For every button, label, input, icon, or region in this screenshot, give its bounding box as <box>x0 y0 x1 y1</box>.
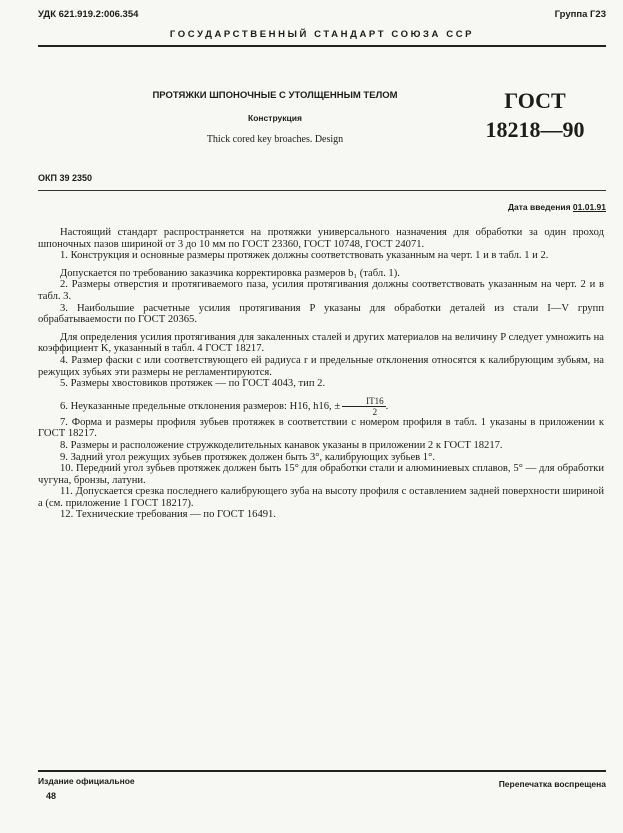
state-standard-heading: ГОСУДАРСТВЕННЫЙ СТАНДАРТ СОЮЗА ССР <box>169 29 475 40</box>
paragraph-10: 10. Передний угол зубьев протяжек должен быть 15° для обработки стали и алюминиевых сплавов, 5° — для обработки чугуна, бронзы, латуни. <box>38 463 604 486</box>
udk-code: УДК 621.919.2:006.354 <box>38 9 139 20</box>
paragraph-8: 8. Размеры и расположение стружкоделительных канавок указаны в приложении 2 к ГОСТ 18217. <box>60 439 503 451</box>
paragraph-9: 9. Задний угол режущих зубьев протяжек должен быть 3°, калибрующих зубьев 1°. <box>60 451 435 463</box>
paragraph-11: 11. Допускается срезка последнего калибрующего зуба на высоту профиля с оставлением задней поверхности шириной a (см. приложение 1 ГОСТ 18217). <box>38 486 604 509</box>
paragraph-1: 1. Конструкция и основные размеры протяжек должны соответствовать указанным на черт. 1 и в табл. 1 и 2. <box>60 250 549 262</box>
document-title: ПРОТЯЖКИ ШПОНОЧНЫЕ С УТОЛЩЕННЫМ ТЕЛОМ <box>152 90 398 101</box>
page-number: 48 <box>46 791 57 801</box>
fraction-numerator: IT16 <box>342 396 386 407</box>
header-rule <box>38 45 606 47</box>
paragraph-3: 3. Наибольшие расчетные усилия протягивания P указаны для обработки деталей из стали I—V групп обрабатываемости по ГОСТ 20365. <box>38 302 604 326</box>
document-subtitle: Конструкция <box>248 113 302 123</box>
paragraph-12: 12. Технические требования — по ГОСТ 16491. <box>60 509 277 521</box>
paragraph-2: 2. Размеры отверстия и протягиваемого паза, усилия протягивания должны соответствовать указанным на черт. 2 и в табл. 3. <box>38 279 604 302</box>
paragraph-intro: Настоящий стандарт распространяется на протяжки универсального назначения для обработки за один проход шпоночных пазов шириной от 3 до 10 мм по ГОСТ 23360, ГОСТ 10748, ГОСТ 24071. <box>38 227 604 250</box>
paragraph-6: 6. Неуказанные предельные отклонения размеров: H16, h16, ± $\frac{IT16}{2}$ . <box>60 395 389 417</box>
reprint-notice: Перепечатка воспрещена <box>498 779 606 789</box>
title-rule <box>38 190 606 191</box>
effective-date <box>508 202 606 212</box>
document-body <box>38 227 604 521</box>
paragraph-4: 4. Размер фаски с или соответствующего ей радиуса r и предельные отклонения относятся к калибрующим зубьям, на режущих зубьях эти размеры не регламентируются. <box>38 354 604 378</box>
english-title: Thick cored key broaches. Design <box>206 134 344 145</box>
gost-label: ГОСТ <box>504 88 566 113</box>
official-edition-label: Издание официальное <box>38 776 135 786</box>
paragraph-3-note: Для определения усилия протягивания для закаленных сталей и других материалов на величину P следует умножить на коэффициент K, указанный в табл. 4 ГОСТ 18217. <box>38 331 604 355</box>
effective-date-value: 01.01.91 <box>572 202 606 212</box>
footer-rule <box>38 770 606 772</box>
okp-code: ОКП 39 2350 <box>38 173 92 183</box>
tolerance-fraction <box>342 396 386 417</box>
paragraph-7: 7. Форма и размеры профиля зубьев протяжек в соответствии с номером профиля в табл. 1 указаны в приложении к ГОСТ 18217. <box>38 416 604 440</box>
effective-date-label: Дата введения <box>507 202 571 212</box>
group-code: Группа Г23 <box>554 9 606 20</box>
paragraph-5: 5. Размеры хвостовиков протяжек — по ГОСТ 4043, тип 2. <box>60 378 326 390</box>
fraction-denominator: 2 <box>372 406 378 417</box>
paragraph-1-note: Допускается по требованию заказчика корректировка размеров b₁ (табл. 1). <box>60 267 400 279</box>
gost-number: 18218—90 <box>485 117 585 142</box>
paragraph-6-text: 6. Неуказанные предельные отклонения размеров: H16, h16, ± <box>60 400 341 412</box>
